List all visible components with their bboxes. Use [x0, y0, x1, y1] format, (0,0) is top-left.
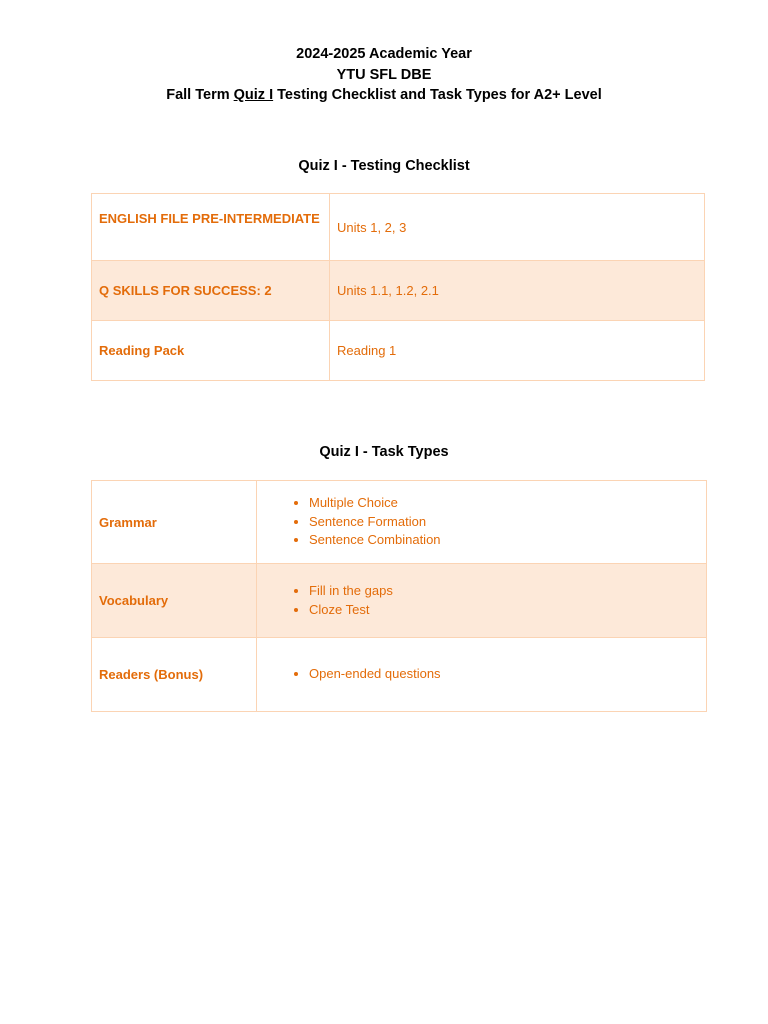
task-type-key: Grammar [92, 481, 257, 564]
table-row [92, 638, 707, 712]
table-row [92, 321, 705, 381]
list-item: • Sentence Formation [309, 513, 699, 532]
checklist-value: Units 1, 2, 3 [330, 194, 705, 261]
task-type-key: Readers (Bonus) [92, 638, 257, 712]
checklist-value: Units 1.1, 1.2, 2.1 [330, 261, 705, 321]
checklist-key: Q SKILLS FOR SUCCESS: 2 [92, 261, 330, 321]
task-types-title: Quiz I - Task Types [319, 444, 449, 460]
checklist-table [91, 193, 705, 381]
academic-year-line: 2024-2025 Academic Year [296, 46, 472, 62]
list-item: • Fill in the gaps [309, 582, 699, 601]
list-item: • Multiple Choice [309, 494, 699, 513]
title-suffix: Testing Checklist and Task Types for A2+ Level [273, 87, 602, 103]
table-row [92, 261, 705, 321]
list-item: • Open-ended questions [309, 665, 699, 684]
list-item: • Sentence Combination [309, 531, 699, 550]
document-header [0, 44, 768, 106]
task-type-items [257, 638, 707, 712]
document-title [0, 85, 768, 106]
checklist-title: Quiz I - Testing Checklist [298, 158, 470, 174]
department-line: YTU SFL DBE [336, 66, 432, 83]
table-row [92, 481, 707, 564]
title-prefix: Fall Term [166, 87, 234, 103]
table-row [92, 564, 707, 638]
task-types-table [91, 480, 707, 712]
checklist-key: Reading Pack [92, 321, 330, 381]
list-item: • Cloze Test [309, 601, 699, 620]
task-type-items [257, 564, 707, 638]
table-row [92, 194, 705, 261]
title-underlined: Quiz I [233, 87, 274, 103]
checklist-value: Reading 1 [330, 321, 705, 381]
task-type-items [257, 481, 707, 564]
task-type-key: Vocabulary [92, 564, 257, 638]
checklist-key: ENGLISH FILE PRE-INTERMEDIATE [92, 194, 330, 261]
